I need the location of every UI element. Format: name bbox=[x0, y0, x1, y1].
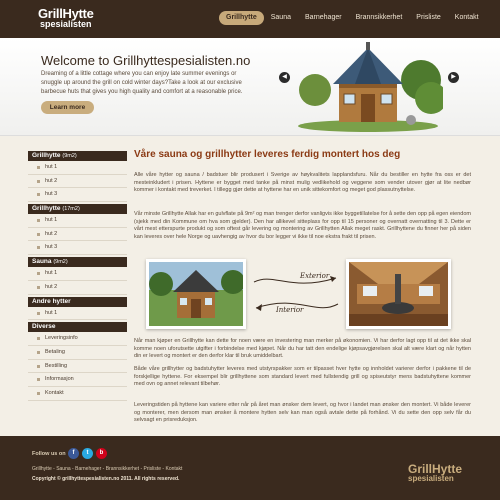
sidebar-item[interactable]: hut 1 bbox=[28, 267, 127, 281]
interior-label: Interior bbox=[276, 306, 304, 314]
hero-hut-image bbox=[293, 40, 443, 132]
paragraph-1: Alle våre hytter og sauna / badstuer blir produsert i Sverige av høykvalitets lapplandsfuru. Når du bestiller en hytte fra oss er det mesteinkludert i prisen. Hyttene er bygget med tanke på minst mulig vedlikehold og veggene som vender utover gjør at lite nedbør kommer i kontakt med treverket. I tillegg gjør dette at hyttene har en unik sittekomfort og meget god plassutnyttelse. bbox=[134, 172, 471, 194]
sidebar-heading-diverse: Diverse bbox=[28, 322, 127, 332]
sidebar-item[interactable]: hut 3 bbox=[28, 241, 127, 255]
footer-link-prisliste[interactable]: Prisliste bbox=[143, 466, 162, 472]
footer-links: Grillhytte - Sauna - Barnehager - Brannsikkerhet - Prisliste - Kontakt bbox=[32, 466, 183, 472]
header bbox=[0, 0, 500, 38]
sidebar-item[interactable]: hut 2 bbox=[28, 228, 127, 242]
footer-link-brannsikkerhet[interactable]: Brannsikkerhet bbox=[105, 466, 140, 472]
logo-line1: GrillHytte bbox=[38, 6, 94, 21]
sidebar bbox=[28, 149, 127, 401]
exterior-label: Exterior bbox=[300, 272, 330, 280]
twitter-icon[interactable]: t bbox=[82, 448, 93, 459]
learn-more-button[interactable]: Learn more bbox=[41, 101, 94, 114]
follow-us-label: Follow us on bbox=[32, 451, 66, 457]
interior-photo bbox=[346, 259, 451, 329]
footer-logo-line1: GrillHytte bbox=[408, 462, 463, 476]
footer bbox=[0, 436, 500, 500]
footer-link-sauna[interactable]: Sauna bbox=[56, 466, 71, 472]
sidebar-item[interactable]: hut 1 bbox=[28, 214, 127, 228]
nav-prisliste[interactable]: Prisliste bbox=[416, 14, 441, 21]
exterior-photo bbox=[146, 259, 246, 329]
sidebar-item[interactable]: hut 3 bbox=[28, 188, 127, 202]
nav-brannsikkerhet[interactable]: Brannsikkerhet bbox=[355, 14, 403, 21]
sidebar-item[interactable]: hut 1 bbox=[28, 307, 127, 321]
hero-text: Dreaming of a little cottage where you can enjoy late summer evenings or snuggle up around the grill on cold winter days?Take a look at our exclusive barbecue huts that gives you high quality and comfort at a reasonable price. bbox=[41, 71, 243, 95]
sidebar-item-kontakt[interactable]: Kontakt bbox=[28, 387, 127, 401]
facebook-icon[interactable]: f bbox=[68, 448, 79, 459]
paragraph-3: Når man kjøper en Grillhytte kan dette for noen være en investering man merker på økonomien. Vi har derfor lagt opp til at det ikke skal komme noen uforutsette utgifter i forbindelse med kjøpet. Når du har tatt den endelige kjøpsavgjørelsen skal alt være klart og når hytten din er levert og montert er den derfor klar til bruk umiddelbart. bbox=[134, 338, 471, 360]
slider-prev-button[interactable]: ◀ bbox=[279, 72, 290, 83]
sidebar-item[interactable]: hut 2 bbox=[28, 175, 127, 189]
sidebar-item-leveringsinfo[interactable]: Leveringsinfo bbox=[28, 332, 127, 346]
sidebar-item-betaling[interactable]: Betaling bbox=[28, 346, 127, 360]
sidebar-heading-grillhytte-17: Grillhytte (17m2) bbox=[28, 204, 127, 214]
footer-link-kontakt[interactable]: Kontakt bbox=[165, 466, 183, 472]
logo[interactable] bbox=[38, 6, 94, 29]
sidebar-item[interactable]: hut 2 bbox=[28, 281, 127, 295]
sidebar-heading-grillhytte-9: Grillhytte (9m2) bbox=[28, 151, 127, 161]
nav-kontakt[interactable]: Kontakt bbox=[454, 14, 479, 21]
page-title: Våre sauna og grillhytter leveres ferdig montert hos deg bbox=[134, 149, 401, 160]
logo-line2: spesialisten bbox=[40, 19, 92, 29]
footer-logo[interactable] bbox=[408, 462, 463, 483]
copyright-text: Copyright © grillhyttespesialisten.no 2011. All rights reserved. bbox=[32, 476, 180, 482]
footer-link-grillhytte[interactable]: Grillhytte bbox=[32, 466, 52, 472]
paragraph-4: Både våre grillhytter og badstuhytter leveres med utstyrspakker som er tilpasset hver hytte og innholdet varierer derfor i pakkene til de forskjellige hyttene. For eksempel blir grillhyttene som standard levert med fullstendig grill og spiseutstyr mens badstuhyttene kommer med ovn og annet relevant tilbehør. bbox=[134, 366, 471, 388]
sidebar-heading-andre-hytter: Andre hytter bbox=[28, 297, 127, 307]
nav-grillhytte[interactable]: Grillhytte bbox=[219, 11, 264, 25]
blog-icon[interactable]: b bbox=[96, 448, 107, 459]
hero-title: Welcome to Grillhyttespesialisten.no bbox=[41, 53, 251, 68]
nav-barnehager[interactable]: Barnehager bbox=[304, 14, 342, 21]
slider-next-button[interactable]: ▶ bbox=[448, 72, 459, 83]
main-nav bbox=[219, 11, 486, 25]
paragraph-2: Vår minste Grillhytte Allak har en gulvflate på 9m² og man trenger derfor vanligvis ikke byggetillatelse for å sette den opp på egen eiendom (sjekk med din Kommune om hva som gjelder). Den har allikevel sitteplass for opp til 15 personer og overnatt overnatting til 3. Dette er vårt mest etterspurte produkt og som oftest går levering og montering av Grillhytten Allak meget raskt. Grillhyttene du finner her på siden kan leveres over hele Norge og uavhengig av hvor du bor legger vi ikke til noe ekstra frakt til prisen. bbox=[134, 211, 471, 240]
nav-sauna[interactable]: Sauna bbox=[270, 14, 291, 21]
sidebar-item[interactable]: hut 1 bbox=[28, 161, 127, 175]
sidebar-item-bestilling[interactable]: Bestilling bbox=[28, 360, 127, 374]
footer-logo-line2: spesialisten bbox=[408, 474, 454, 483]
sidebar-item-informasjon[interactable]: Informasjon bbox=[28, 373, 127, 387]
hero-banner bbox=[0, 38, 500, 136]
paragraph-5: Leveringstiden på hyttene kan variere etter når på året man ønsker dem levert, og hvor i landet man ønsker den montert. Vi både leverer og monterer, men dersom man ønsker å montere hytten selv kan man også avtale dette på forhånd. Vi du sette den opp selv får du selvsagt en prisreduksjon. bbox=[134, 402, 471, 424]
sidebar-heading-sauna: Sauna (9m2) bbox=[28, 257, 127, 267]
footer-link-barnehager[interactable]: Barnehager bbox=[75, 466, 102, 472]
